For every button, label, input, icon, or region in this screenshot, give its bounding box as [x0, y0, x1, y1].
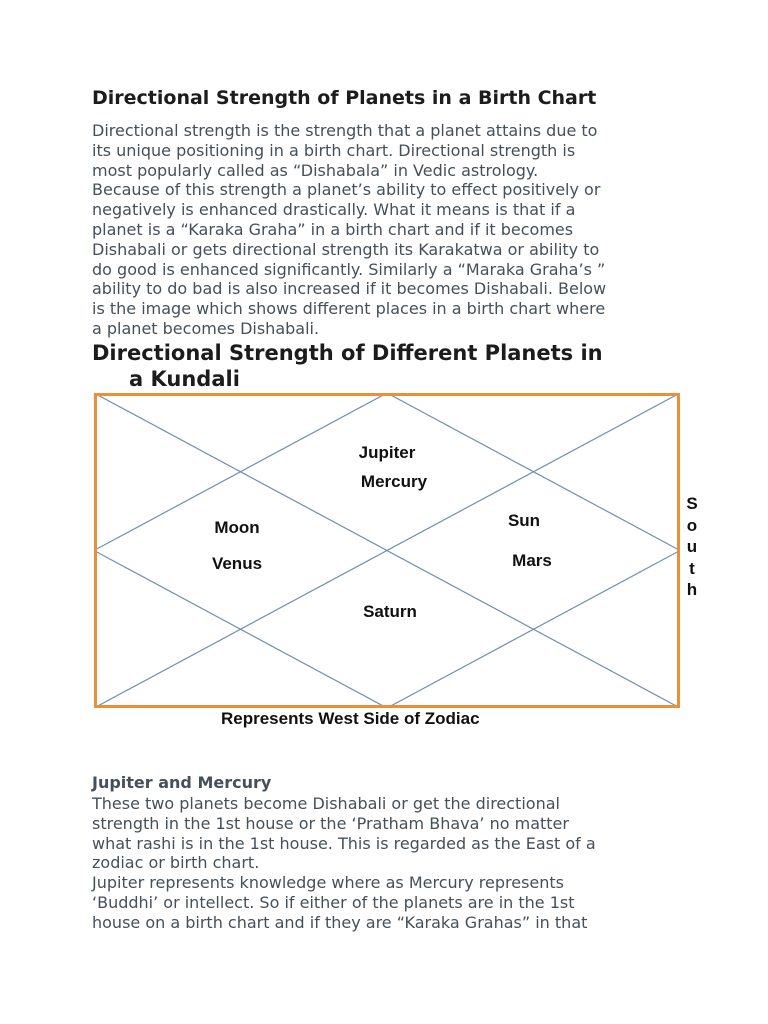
kundali-diagonal-lines [94, 393, 680, 708]
south-letter: h [686, 580, 698, 599]
intro-line: ability to do bad is also increased if it becomes Dishabali. Below [92, 279, 607, 299]
planet-saturn: Saturn [363, 602, 417, 621]
planet-venus: Venus [211, 554, 263, 573]
section-line: house on a birth chart and if they are “Karaka Grahas” in that [92, 912, 588, 932]
south-letter: t [689, 558, 695, 578]
page-title: Directional Strength of Planets in a Birth Chart [92, 87, 597, 109]
intro-line: Directional strength is the strength that a planet attains due to [92, 121, 598, 140]
kundali-heading [92, 340, 603, 392]
south-letter: o [686, 515, 698, 535]
section-line: strength in the 1st house or the ‘Pratham Bhava’ no matter [92, 813, 569, 833]
section-line: ‘Buddhi’ or intellect. So if either of the planets are in the 1st [92, 892, 575, 912]
intro-line: a planet becomes Dishabali. [92, 318, 320, 338]
west-side-caption: Represents West Side of Zodiac [221, 709, 480, 728]
intro-line: negatively is enhanced drastically. What it means is that if a [92, 200, 576, 220]
intro-line: do good is enhanced significantly. Similarly a “Maraka Graha’s ” [92, 259, 606, 279]
south-letter: S [686, 494, 698, 513]
intro-line: most popularly called as “Dishabala” in Vedic astrology. [92, 160, 539, 180]
south-letter: u [686, 537, 698, 556]
planet-jupiter: Jupiter [358, 443, 416, 462]
intro-line: Because of this strength a planet’s ability to effect positively or [92, 180, 601, 200]
section-line: Jupiter represents knowledge where as Mercury represents [92, 873, 564, 893]
kundali-heading-line2: a Kundali [129, 367, 240, 391]
planet-sun: Sun [507, 511, 541, 530]
intro-line: Dishabali or gets directional strength its Karakatwa or ability to [92, 239, 600, 259]
planet-mercury: Mercury [360, 472, 428, 491]
section-heading: Jupiter and Mercury [92, 773, 272, 792]
section-line: what rashi is in the 1st house. This is regarded as the East of a [92, 833, 596, 853]
south-label [682, 493, 702, 601]
intro-line: its unique positioning in a birth chart. Directional strength is [92, 140, 576, 160]
intro-paragraph [92, 121, 606, 339]
intro-line: is the image which shows different places in a birth chart where [92, 299, 606, 319]
planet-mars: Mars [512, 551, 552, 570]
kundali-chart [94, 393, 680, 708]
section-line: These two planets become Dishabali or get the directional [92, 794, 560, 813]
kundali-heading-line1: Directional Strength of Different Planets in [92, 341, 603, 365]
section-paragraph [92, 794, 596, 933]
section-line: zodiac or birth chart. [92, 853, 260, 873]
intro-line: planet is a “Karaka Graha” in a birth chart and if it becomes [92, 219, 574, 239]
planet-moon: Moon [214, 518, 260, 537]
